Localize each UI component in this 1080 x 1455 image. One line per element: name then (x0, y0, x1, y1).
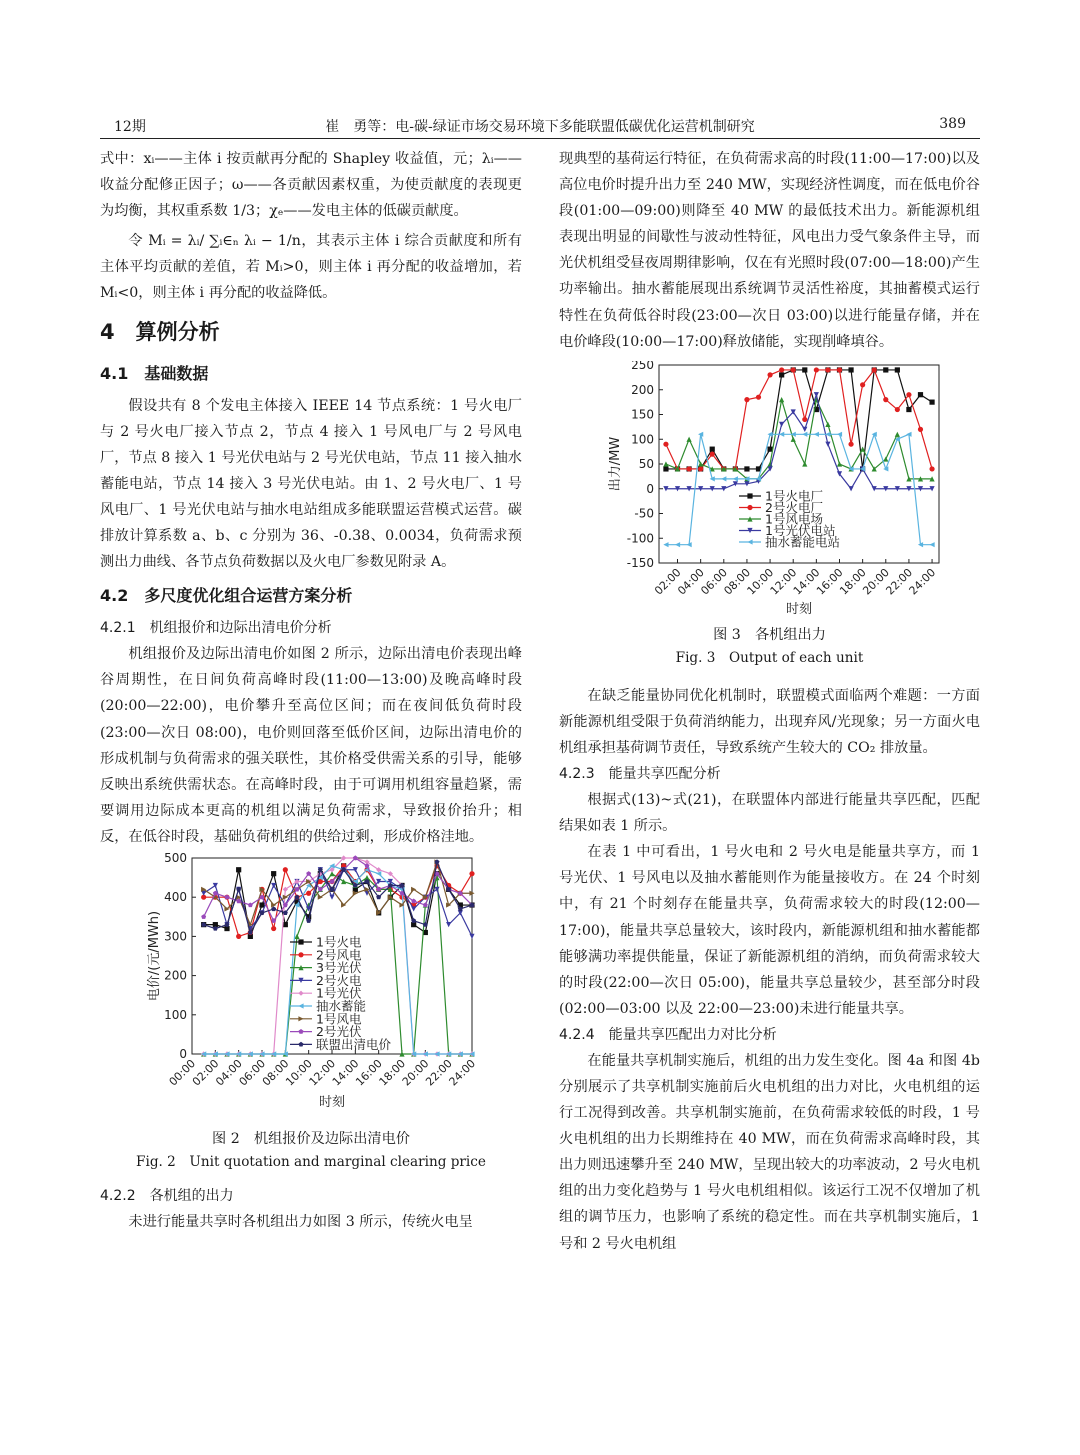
x-tick-label: 12:00 (306, 1056, 339, 1089)
x-tick-label: 00:00 (166, 1056, 199, 1089)
y-tick-label: 300 (164, 929, 187, 944)
data-point (469, 934, 474, 939)
page-number: 389 (939, 116, 966, 132)
x-tick-label: 20:00 (860, 565, 892, 598)
data-point (201, 914, 206, 919)
data-point (698, 461, 703, 466)
data-point (837, 461, 842, 466)
data-point (791, 367, 796, 372)
legend-label: 抽水蓄能电站 (765, 534, 841, 550)
paragraph: 未进行能量共享时各机组出力如图 3 所示，传统火电呈 (128, 1213, 473, 1230)
legend-label: 1号风电 (316, 1011, 362, 1027)
data-point (860, 382, 865, 387)
data-point (236, 867, 241, 872)
y-tick-label: 200 (631, 382, 654, 397)
data-point (814, 392, 819, 397)
data-point (686, 466, 691, 471)
x-tick-label: 02:00 (652, 565, 684, 598)
data-point (329, 895, 334, 900)
data-point (779, 397, 784, 402)
running-header (100, 112, 980, 139)
legend-label: 2号火电 (316, 972, 362, 988)
x-tick-label: 14:00 (329, 1056, 362, 1089)
data-point (663, 441, 668, 446)
x-tick-label: 18:00 (376, 1056, 409, 1089)
data-point (747, 505, 752, 510)
data-point (802, 431, 807, 436)
x-tick-label: 02:00 (189, 1056, 222, 1089)
paragraph: 机组报价及边际出清电价如图 2 所示，边际出清电价表现出峰谷周期性，在日间负荷高峰时段(11:00—13:00)及晚高峰时段(20:00—22:00)，电价攀升至高位区间；而在夜间低负荷时段(23:00—次日 08:00)，电价则回落至低价区间，边际出清电价的形成机制与负荷需求的强关联性，其价格受供需关系的引导，能够反映出系统供需状态。在高峰时段，由于可调用机组容量趋紧，需要调用边际成本更高的机组以满足负荷需求，导致报价抬升；相反，在低谷时段，基础负荷机组的供给过剩，形成价格洼地。 (100, 646, 522, 845)
data-point (299, 1042, 304, 1047)
left-column (100, 146, 522, 1235)
data-point (663, 542, 668, 547)
legend-label: 1号光伏电站 (765, 522, 836, 538)
right-column (559, 146, 980, 1257)
data-point (411, 898, 416, 903)
subsection-heading: 4.2 多尺度优化组合运营方案分析 (100, 586, 353, 606)
data-point (248, 902, 253, 907)
data-point (779, 372, 784, 377)
data-point (802, 367, 807, 372)
data-point (929, 542, 934, 547)
paragraph: 令 Mᵢ = λᵢ/ ∑ᵢ∈ₙ λᵢ − 1/n，其表示主体 i 综合贡献度和所有主体平均贡献的差值，若 Mᵢ>0，则主体 i 再分配的收益增加，若 Mᵢ<0，则主体 i 再分配的收益降低。 (100, 233, 522, 302)
x-tick-label: 04:00 (213, 1056, 245, 1089)
figure-2-chart (100, 852, 522, 1127)
data-point (710, 446, 715, 451)
x-tick-label: 14:00 (790, 565, 823, 598)
y-tick-label: 250 (631, 360, 654, 372)
data-point (747, 539, 752, 544)
figure-2-caption: 图 2 机组报价及边际出清电价 (212, 1130, 410, 1147)
y-tick-label: 150 (631, 407, 654, 422)
paragraph: 在缺乏能量协同优化机制时，联盟模式面临两个难题：一方面新能源机组受限于负荷消纳能力，出现弃风/光现象；另一方面火电机组承担基荷调节责任，导致系统产生较大的 CO₂ 排放量。 (559, 687, 980, 756)
data-point (298, 939, 303, 944)
legend-label: 联盟出清电价 (316, 1036, 392, 1052)
data-point (929, 466, 934, 471)
data-point (469, 871, 474, 876)
data-point (906, 407, 911, 412)
data-point (271, 926, 276, 931)
data-point (721, 476, 726, 481)
data-point (848, 441, 853, 446)
paragraph: 在表 1 中可看出，1 号火电和 2 号火电是能量共享方，而 1 号光伏、1 号风电以及抽水蓄能则作为能量接收方。在 24 个时刻中，有 21 个时刻存在能量共享，负荷需求较大的时段(12:00—17:00)，能量共享总量较大，该时段内，新能源机组和抽水蓄能都能够满功率提供能量，保证了新能源机组的消纳，而负荷需求较大的时段(22:00—次日 05:00)，能量共享总量较少，甚至部分时段(02:00—03:00 以及 22:00—23:00)未进行能量共享。 (559, 844, 980, 1017)
data-point (298, 1003, 303, 1008)
data-point (710, 451, 715, 456)
x-tick-label: 24:00 (446, 1056, 479, 1089)
y-tick-label: 200 (164, 968, 187, 983)
x-tick-label: 18:00 (837, 565, 869, 598)
x-tick-label: 24:00 (906, 565, 939, 598)
data-point (883, 397, 888, 402)
subsubsection-heading: 4.2.1 机组报价和边际出清电价分析 (100, 620, 332, 637)
data-point (733, 476, 738, 481)
data-point (236, 934, 241, 939)
x-tick-label: 06:00 (698, 565, 730, 598)
data-point (791, 436, 796, 441)
figure-3-caption: 图 3 各机组出力 (713, 626, 826, 643)
data-point (306, 871, 311, 876)
paragraph: 在能量共享机制实施后，机组的出力发生变化。图 4a 和图 4b 分别展示了共享机制实施前后火电机组的出力对比，火电机组的运行工况得到改善。共享机制实施前，在负荷需求较低的时段，1 号火电机组的出力长期维持在 40 MW，而在负荷需求高峰时段，其出力则迅速攀升至 240 MW，呈现出较大的功率波动，2 号火电机组的出力变化趋势与 1 号火电机组相似。该运行工况不仅增加了机组的调节压力，也影响了系统的稳定性。而在共享机制实施后，1 号和 2 号火电机组 (559, 1052, 980, 1252)
x-axis-label: 时刻 (318, 1094, 346, 1110)
data-point (837, 367, 842, 372)
y-tick-label: 0 (646, 481, 654, 496)
series-line (666, 399, 932, 478)
x-tick-label: 16:00 (353, 1056, 385, 1089)
data-point (825, 441, 830, 446)
data-point (929, 399, 934, 404)
data-point (744, 397, 749, 402)
data-point (895, 431, 900, 436)
paragraph: 现典型的基荷运行特征，在负荷需求高的时段(11:00—17:00)以及高位电价时提升出力至 240 MW，实现经济性调度，而在低电价谷段(01:00—09:00)则降至 40 MW 的最低技术出力。新能源机组表现出明显的间歇性与波动性特征，风电出力受气象条件主导，而光伏机组受昼夜周期律影响，仅在有光照时段(07:00—18:00)产生功率输出。抽水蓄能展现出系统调节灵活性裕度，其抽蓄模式运行特性在负荷低谷时段(23:00—次日 03:00)以进行能量存储，并在电价峰段(10:00—17:00)释放储能，实现削峰填谷。 (559, 151, 980, 350)
paragraph: 式中：xᵢ——主体 i 按贡献再分配的 Shapley 收益值，元；λᵢ——收益分配修正因子；ω——各贡献因素权重，为使贡献度的表现更为均衡，其权重系数 1/3；χₑ——发电主体的低碳贡献度。 (100, 151, 522, 220)
data-point (365, 863, 370, 868)
y-axis-label: 电价/(元/MWh) (147, 910, 162, 1002)
data-point (283, 867, 288, 872)
figure-3-caption-en: Fig. 3 Output of each unit (675, 649, 864, 666)
x-tick-label: 10:00 (283, 1056, 315, 1089)
figure-3-chart (559, 361, 980, 623)
legend-label: 2号光伏 (316, 1024, 362, 1040)
x-axis-label: 时刻 (785, 601, 813, 617)
data-point (756, 394, 761, 399)
data-point (306, 891, 311, 896)
x-tick-label: 08:00 (721, 565, 754, 598)
subsection-heading: 4.1 基础数据 (100, 363, 209, 383)
data-point (747, 493, 752, 498)
data-point (298, 1016, 303, 1021)
data-point (698, 466, 703, 471)
data-point (271, 871, 276, 876)
running-title: 崔 勇等：电-碳-绿证市场交易环境下多能联盟低碳优化运营机制研究 (325, 119, 755, 135)
data-point (872, 367, 877, 372)
subsubsection-heading: 4.2.2 各机组的出力 (100, 1187, 234, 1204)
legend-label: 1号风电场 (765, 511, 823, 527)
data-point (299, 1029, 304, 1034)
data-point (883, 367, 888, 372)
data-point (446, 922, 451, 927)
y-axis-label: 出力/MW (608, 436, 623, 491)
data-point (802, 461, 807, 466)
data-point (686, 436, 691, 441)
x-tick-label: 22:00 (423, 1056, 455, 1089)
x-tick-label: 06:00 (236, 1056, 269, 1089)
data-point (353, 855, 358, 860)
data-point (423, 902, 428, 907)
data-point (779, 367, 784, 372)
legend-label: 3号光伏 (316, 960, 362, 976)
data-point (663, 466, 668, 471)
data-point (411, 906, 416, 911)
data-point (848, 367, 853, 372)
data-point (298, 991, 303, 996)
data-point (825, 367, 830, 372)
legend-label: 2号火电厂 (765, 499, 823, 515)
data-point (906, 392, 911, 397)
data-point (825, 422, 830, 427)
data-point (298, 952, 303, 957)
y-tick-label: -100 (626, 531, 654, 545)
figure-2-caption-en: Fig. 2 Unit quotation and marginal clearing price (136, 1153, 486, 1170)
x-tick-label: 04:00 (675, 565, 707, 598)
data-point (675, 542, 680, 547)
x-tick-label: 16:00 (814, 565, 846, 598)
subsubsection-heading: 4.2.4 能量共享匹配出力对比分析 (559, 1026, 777, 1043)
data-point (271, 883, 276, 888)
subsubsection-heading: 4.2.3 能量共享匹配分析 (559, 766, 721, 783)
data-point (802, 417, 807, 422)
paragraph: 根据式(13)~式(21)，在联盟体内部进行能量共享匹配，匹配结果如表 1 所示。 (559, 792, 980, 835)
data-point (767, 372, 772, 377)
data-point (779, 422, 784, 427)
data-point (744, 466, 749, 471)
x-tick-label: 12:00 (767, 565, 800, 598)
x-tick-label: 22:00 (883, 565, 916, 598)
legend-label: 1号火电 (316, 934, 362, 950)
series-line (666, 394, 932, 488)
data-point (895, 367, 900, 372)
data-point (918, 392, 923, 397)
y-tick-label: 400 (164, 890, 187, 905)
y-tick-label: -50 (634, 506, 654, 521)
y-tick-label: 100 (164, 1007, 187, 1022)
legend-label: 抽水蓄能 (316, 998, 367, 1014)
x-tick-label: 08:00 (259, 1056, 292, 1089)
y-tick-label: 0 (179, 1046, 187, 1061)
legend-label: 1号光伏 (316, 985, 362, 1001)
y-tick-label: 50 (638, 456, 654, 471)
y-tick-label: -150 (626, 555, 654, 570)
y-tick-label: 100 (631, 432, 654, 446)
paragraph: 假设共有 8 个发电主体接入 IEEE 14 节点系统：1 号火电厂与 2 号火电厂接入节点 2，节点 4 接入 1 号风电厂与 2 号风电厂，节点 8 接入 1 号光伏电站与 2 号光伏电站，节点 11 接入抽水蓄能电站，节点 14 接入 3 号光伏电站。由 1、2 号火电厂、1 号风电厂、1 号光伏电站与抽水电站组成多能联盟运营模式运营。碳排放计算系数 a、b、c 分别为 36、-0.38、0.0034，负荷需求预测出力曲线、各节点负荷数据以及火电厂参数见附录 A。 (100, 397, 522, 571)
data-point (883, 456, 888, 461)
x-tick-label: 20:00 (399, 1056, 432, 1089)
data-point (848, 486, 853, 491)
data-point (814, 367, 819, 372)
data-point (814, 431, 819, 436)
legend-label: 2号风电 (316, 947, 362, 963)
data-point (918, 427, 923, 432)
data-point (802, 427, 807, 432)
data-point (895, 407, 900, 412)
y-tick-label: 500 (164, 851, 187, 865)
data-point (663, 461, 668, 466)
issue-number: 12期 (114, 119, 146, 135)
legend-label: 1号火电厂 (765, 488, 823, 504)
section-heading: 4 算例分析 (100, 319, 220, 344)
x-tick-label: 10:00 (744, 565, 777, 598)
data-point (259, 902, 264, 907)
